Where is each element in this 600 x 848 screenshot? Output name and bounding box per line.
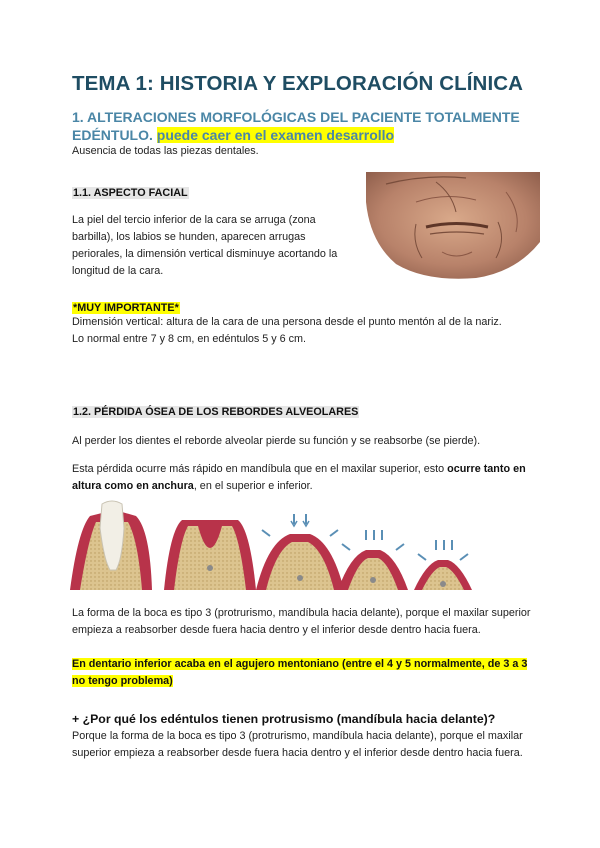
stage-1-tooth xyxy=(70,501,152,590)
question-answer: Porque la forma de la boca es tipo 3 (protrurismo, mandíbula hacia delante), porque el maxilar superior empieza a reabsorber desde fuera hacia dentro y el inferior desde dentro hacia fuera. xyxy=(72,730,523,759)
section-1-2-p2: Esta pérdida ocurre más rápido en mandíbula que en el maxilar superior, esto ocurre tanto en altura como en anchura, en el superior e inferior. xyxy=(72,463,526,492)
section-1-text: Ausencia de todas las piezas dentales. xyxy=(72,145,259,157)
vertical-dimension-line-2: Lo normal entre 7 y 8 cm, en edéntulos 5 y 6 cm. xyxy=(72,333,307,345)
alveolar-resorption-diagram xyxy=(70,500,530,592)
page-title: TEMA 1: HISTORIA Y EXPLORACIÓN CLÍNICA xyxy=(72,72,524,95)
exam-highlight: puede caer en el examen desarrollo xyxy=(156,127,395,143)
section-1-1-heading: 1.1. ASPECTO FACIAL xyxy=(73,187,188,199)
vertical-dimension-text xyxy=(72,314,542,348)
elderly-face-image xyxy=(356,172,540,280)
vertical-dimension-line-1: Dimensión vertical: altura de la cara de una persona desde el punto mentón al de la nariz. xyxy=(72,316,502,328)
section-1-1-text: La piel del tercio inferior de la cara se arruga (zona barbilla), los labios se hunden, aparecen arrugas periorales, la dimensión vertical disminuye acortando la longitud de la cara. xyxy=(72,214,338,277)
section-1-2-p3: La forma de la boca es tipo 3 (protrurismo, mandíbula hacia delante), porque el maxilar superior empieza a reabsorber desde fuera hacia dentro y el inferior desde dentro hacia fuera. xyxy=(72,607,531,636)
stage-2-socket xyxy=(164,520,256,590)
section-1-2-p1: Al perder los dientes el reborde alveolar pierde su función y se reabsorbe (se pierde). xyxy=(72,435,481,447)
stage-3-ridge xyxy=(256,514,344,590)
section-1-2-heading: 1.2. PÉRDIDA ÓSEA DE LOS REBORDES ALVEOLARES xyxy=(73,406,359,418)
section-1-title: 1. ALTERACIONES MORFOLÓGICAS DEL PACIENTE TOTALMENTE EDÉNTULO. xyxy=(72,109,520,143)
important-label: *MUY IMPORTANTE* xyxy=(73,302,179,314)
section-1-heading xyxy=(72,108,542,144)
stage-5-ridge xyxy=(414,540,472,590)
question-heading: + ¿Por qué los edéntulos tienen protrusismo (mandíbula hacia delante)? xyxy=(72,712,496,726)
stage-4-ridge xyxy=(338,530,408,590)
mentonian-note: En dentario inferior acaba en el agujero mentoniano (entre el 4 y 5 normalmente, de 3 a 3 no tengo problema) xyxy=(72,658,528,687)
